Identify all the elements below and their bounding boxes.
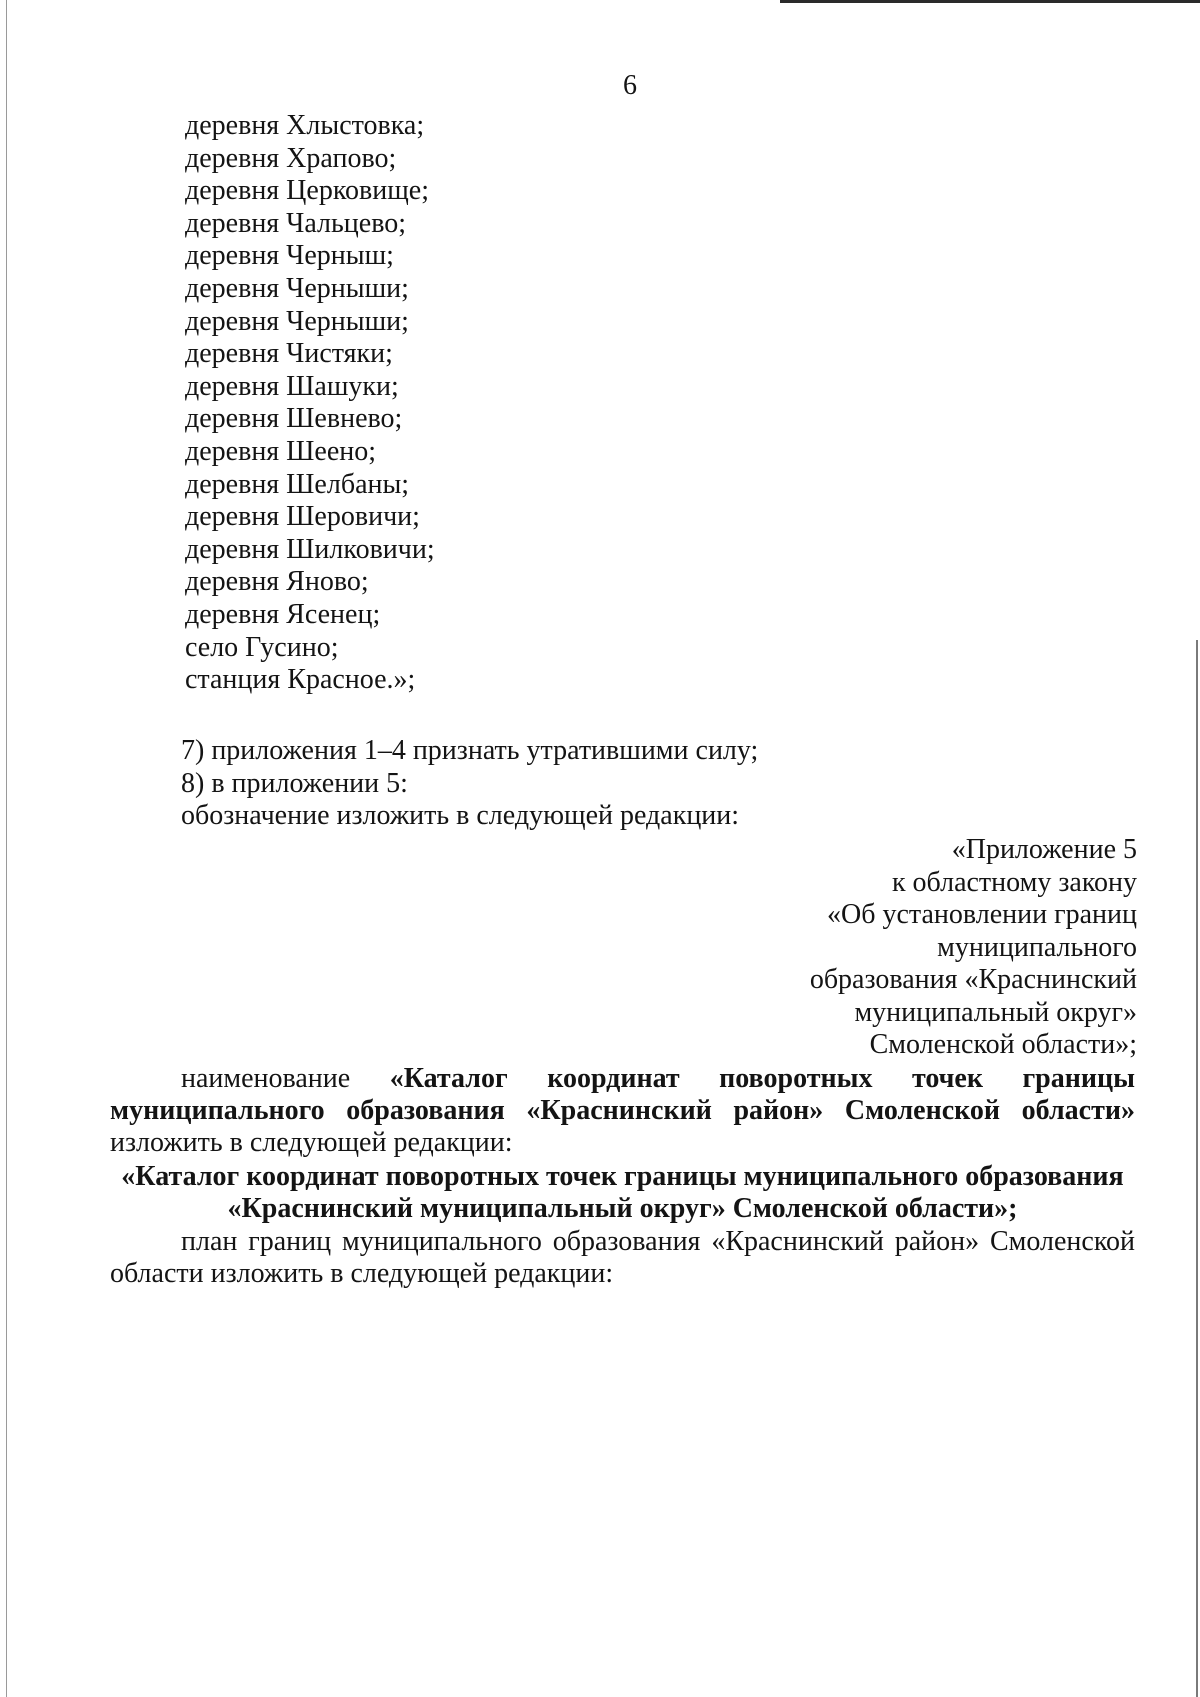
appendix-header-line: образования «Краснинский	[809, 964, 1137, 995]
appendix-header-line: муниципального	[937, 931, 1137, 963]
list-item: деревня Шелбаны;	[185, 468, 410, 500]
name-paragraph	[110, 1063, 1135, 1159]
list-item: деревня Черныши;	[185, 272, 409, 304]
appendix-header-line: «Приложение 5	[951, 834, 1137, 865]
list-item: деревня Хлыстовка;	[185, 110, 425, 141]
list-item: деревня Шашуки;	[185, 370, 399, 402]
amendment-items	[181, 735, 1081, 833]
list-item: деревня Шевнево;	[185, 403, 403, 435]
settlement-list	[185, 110, 785, 697]
old-catalog-name: «Каталог координат поворотных точек границы муниципального образования «Краснинский район» Смоленской области»	[110, 1063, 1136, 1126]
list-item: деревня Черныш;	[185, 240, 394, 272]
appendix-header-line: муниципальный округ»	[854, 996, 1137, 1028]
scan-top-edge	[780, 0, 1200, 3]
list-item: деревня Чальцево;	[185, 207, 407, 239]
appendix-header-line: к областному закону	[891, 866, 1137, 898]
page-number: 6	[623, 70, 637, 101]
designation-instruction: обозначение изложить в следующей редакции:	[181, 800, 740, 831]
catalog-title-line-1: «Каталог координат поворотных точек границы муниципального образования	[121, 1161, 1124, 1192]
scan-right-edge	[1196, 640, 1198, 1697]
list-item: деревня Шеровичи;	[185, 501, 420, 533]
amendment-item-8: 8) в приложении 5:	[181, 767, 408, 799]
list-item: деревня Ясенец;	[185, 598, 381, 630]
amendment-item-7: 7) приложения 1–4 признать утратившими силу;	[181, 735, 759, 766]
appendix-header-line: «Об установлении границ	[827, 899, 1137, 930]
scan-left-edge	[6, 0, 7, 1697]
appendix-header-line: Смоленской области»;	[869, 1029, 1137, 1060]
list-item: станция Красное.»;	[185, 664, 416, 696]
catalog-title-line-2: «Краснинский муниципальный округ» Смоленской области»;	[227, 1193, 1018, 1224]
list-item: деревня Шилковичи;	[185, 533, 435, 565]
list-item: деревня Чистяки;	[185, 338, 393, 370]
appendix-header	[537, 834, 1137, 1062]
name-paragraph-suffix: изложить в следующей редакции:	[110, 1127, 513, 1158]
list-item: село Гусино;	[185, 631, 339, 663]
list-item: деревня Церковище;	[185, 175, 429, 207]
list-item: деревня Храпово;	[185, 142, 397, 174]
catalog-title	[100, 1161, 1145, 1225]
list-item: деревня Черныши;	[185, 305, 409, 337]
list-item: деревня Шеено;	[185, 435, 377, 467]
name-paragraph-prefix: наименование	[181, 1063, 390, 1094]
list-item: деревня Яново;	[185, 566, 369, 598]
plan-paragraph: план границ муниципального образования «Краснинский район» Смоленской области изложить в следующей редакции:	[110, 1226, 1135, 1289]
